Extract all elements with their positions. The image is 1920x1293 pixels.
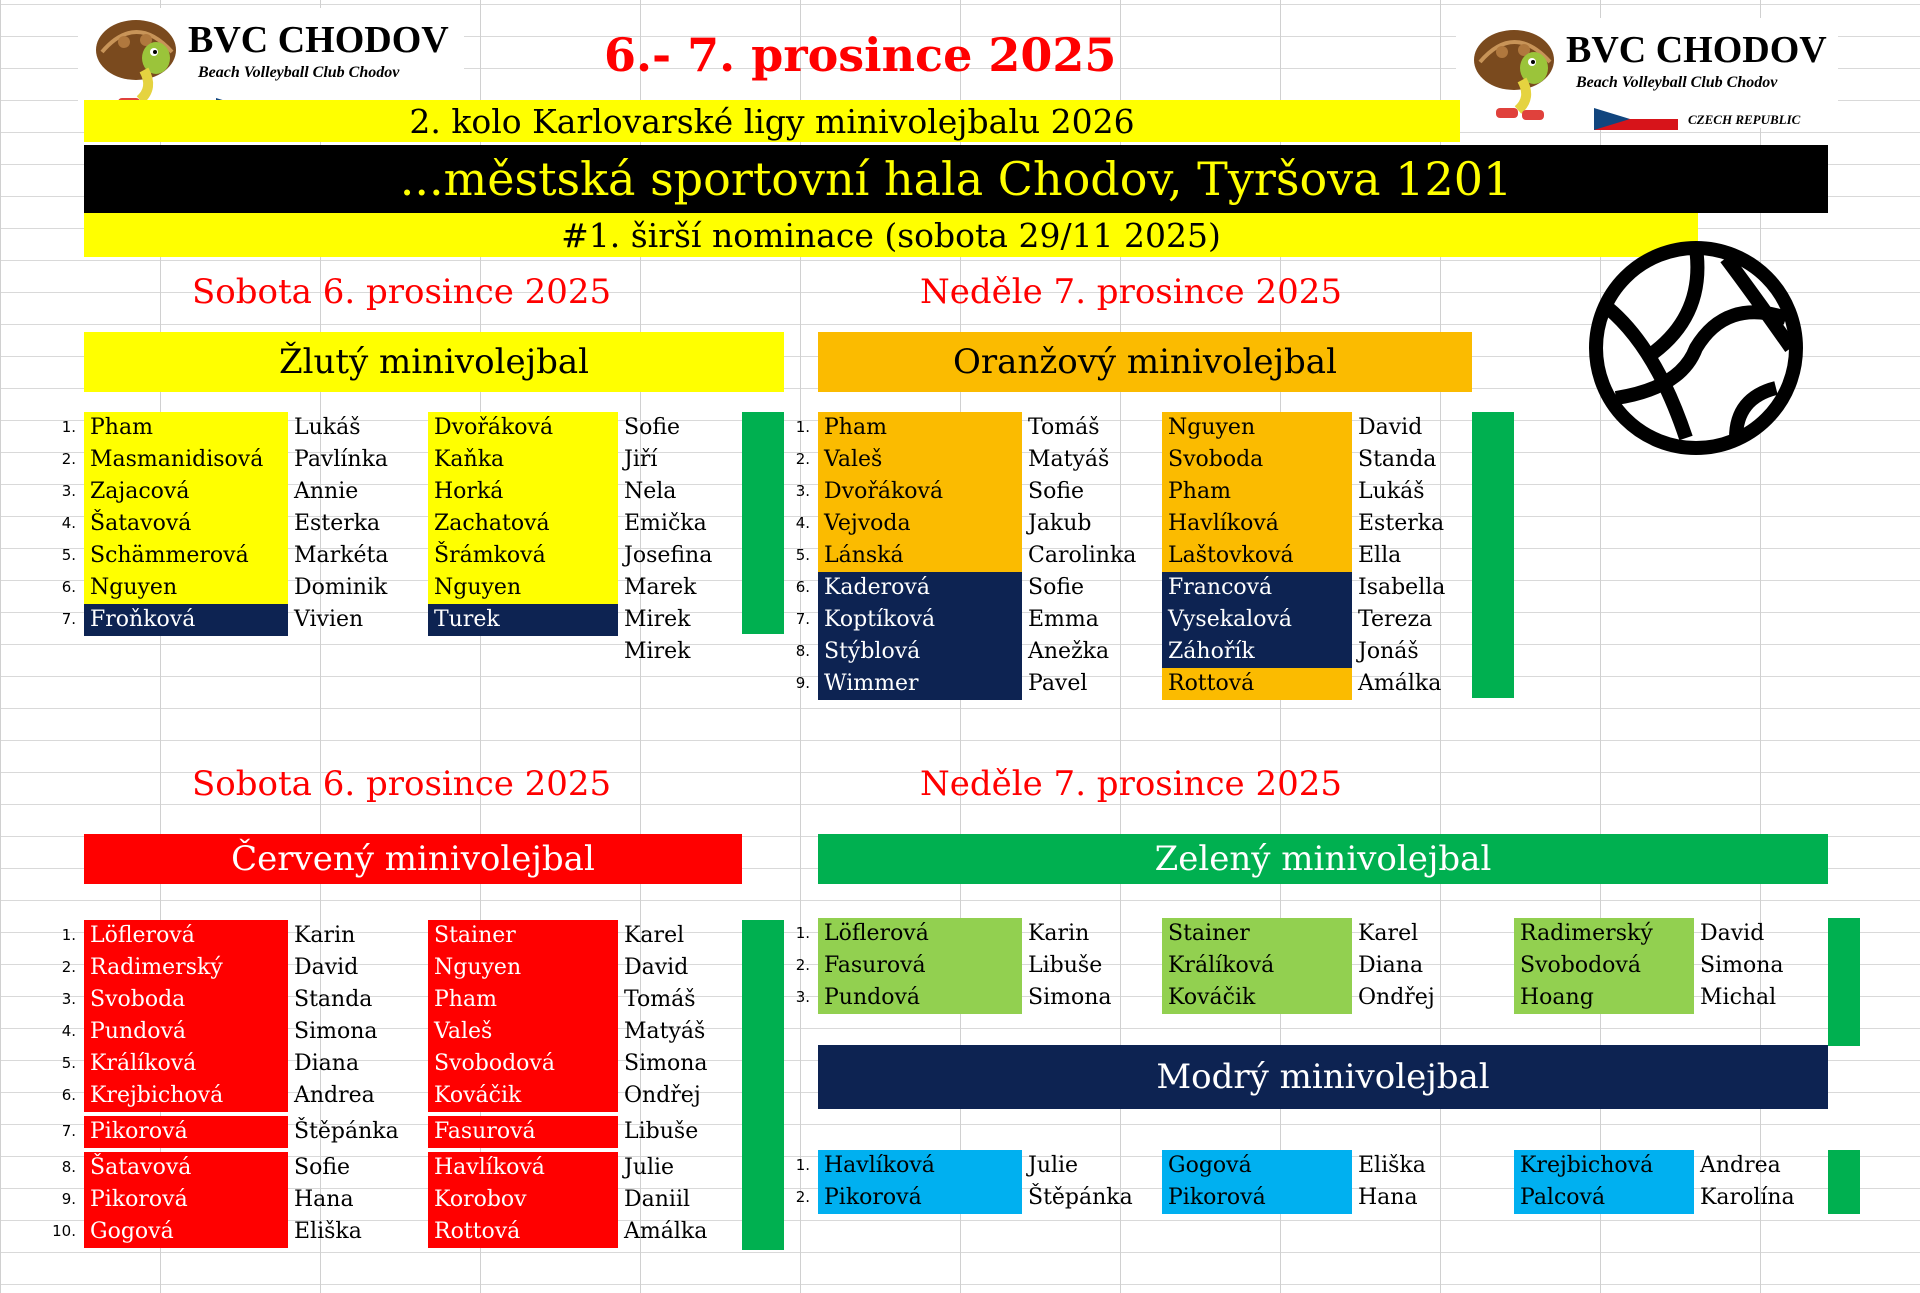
player-firstname: Simona <box>1700 953 1784 978</box>
player-surname: Hoang <box>1514 982 1694 1014</box>
player-firstname: Ondřej <box>1358 985 1435 1010</box>
player-surname: Kaňka <box>428 444 618 476</box>
player-firstname: Markéta <box>294 543 389 568</box>
player-firstname: Diana <box>1358 953 1424 978</box>
player-surname: Šatavová <box>84 508 288 540</box>
row-number: 5. <box>61 546 76 564</box>
player-firstname: Tereza <box>1358 607 1433 632</box>
player-firstname: Simona <box>294 1019 378 1044</box>
row-number: 8. <box>795 642 810 660</box>
sunday-header: Neděle 7. prosince 2025 <box>920 764 1343 804</box>
player-surname: Dvořáková <box>428 412 618 444</box>
row-number: 8. <box>61 1158 76 1176</box>
player-firstname: Lukáš <box>294 415 361 440</box>
player-surname: Palcová <box>1514 1182 1694 1214</box>
player-surname: Lánská <box>818 540 1022 572</box>
player-surname: Rottová <box>1162 668 1352 700</box>
player-surname: Laštovková <box>1162 540 1352 572</box>
player-surname: Svobodová <box>428 1048 618 1080</box>
player-firstname: Amálka <box>624 1219 708 1244</box>
player-firstname: Karin <box>294 923 356 948</box>
club-subtitle: Beach Volleyball Club Chodov <box>198 64 400 81</box>
player-surname: Löflerová <box>818 918 1022 950</box>
player-firstname: Karel <box>624 923 685 948</box>
player-surname: Krejbichová <box>1514 1150 1694 1182</box>
player-surname: Froňková <box>84 604 288 636</box>
player-firstname: Carolinka <box>1028 543 1137 568</box>
player-surname: Nguyen <box>428 952 618 984</box>
row-number: 4. <box>795 514 810 532</box>
player-surname: Korobov <box>428 1184 618 1216</box>
player-firstname: Anežka <box>1028 639 1110 664</box>
player-firstname: Nela <box>624 479 677 504</box>
player-firstname: Diana <box>294 1051 360 1076</box>
player-firstname: Tomáš <box>624 987 696 1012</box>
player-firstname: Annie <box>294 479 359 504</box>
player-firstname: Emička <box>624 511 707 536</box>
player-surname: Zachatová <box>428 508 618 540</box>
player-surname: Pikorová <box>84 1116 288 1148</box>
player-surname: Stýblová <box>818 636 1022 668</box>
row-number: 1. <box>61 418 76 436</box>
player-firstname: Vivien <box>294 607 364 632</box>
row-number: 6. <box>61 1086 76 1104</box>
row-number: 2. <box>61 958 76 976</box>
player-surname: Stainer <box>428 920 618 952</box>
player-firstname: Josefina <box>624 543 713 568</box>
player-surname: Zajacová <box>84 476 288 508</box>
player-firstname: David <box>294 955 359 980</box>
row-number: 6. <box>61 578 76 596</box>
row-number: 5. <box>795 546 810 564</box>
player-surname: Krejbichová <box>84 1080 288 1112</box>
player-surname <box>428 636 618 668</box>
player-firstname: Tomáš <box>1028 415 1100 440</box>
player-firstname: Pavel <box>1028 671 1088 696</box>
player-surname: Záhořík <box>1162 636 1352 668</box>
event-dates: 6.- 7. prosince 2025 <box>604 28 1117 82</box>
player-firstname: Mirek <box>624 639 691 664</box>
player-firstname: Hana <box>1358 1185 1418 1210</box>
player-surname: Nguyen <box>1162 412 1352 444</box>
player-surname: Šrámková <box>428 540 618 572</box>
player-firstname: Štěpánka <box>1028 1185 1133 1210</box>
saturday-header: Sobota 6. prosince 2025 <box>192 764 612 804</box>
player-firstname: Mirek <box>624 607 691 632</box>
player-firstname: Eliška <box>1358 1153 1426 1178</box>
player-surname: Valeš <box>818 444 1022 476</box>
player-firstname: Jakub <box>1028 511 1092 536</box>
player-surname: Francová <box>1162 572 1352 604</box>
volleyball-icon <box>1586 238 1806 458</box>
club-name: BVC CHODOV <box>188 19 449 61</box>
player-firstname: Andrea <box>1700 1153 1781 1178</box>
player-firstname: Libuše <box>624 1119 699 1144</box>
player-surname: Masmanidisová <box>84 444 288 476</box>
row-number: 2. <box>61 450 76 468</box>
player-surname: Pham <box>428 984 618 1016</box>
row-number: 2. <box>795 956 810 974</box>
player-surname: Svoboda <box>84 984 288 1016</box>
player-firstname: Lukáš <box>1358 479 1425 504</box>
player-surname: Stainer <box>1162 918 1352 950</box>
player-surname: Vysekalová <box>1162 604 1352 636</box>
player-surname: Pham <box>818 412 1022 444</box>
player-firstname: Simona <box>1028 985 1112 1010</box>
red-group-title: Červený minivolejbal <box>84 834 742 884</box>
blue-group-title: Modrý minivolejbal <box>818 1045 1828 1109</box>
player-surname: Valeš <box>428 1016 618 1048</box>
row-number: 3. <box>795 988 810 1006</box>
player-firstname: David <box>624 955 689 980</box>
player-firstname: Ella <box>1358 543 1402 568</box>
player-surname: Kováčik <box>428 1080 618 1112</box>
row-number: 1. <box>795 418 810 436</box>
player-firstname: Julie <box>1028 1153 1079 1178</box>
player-surname: Pikorová <box>818 1182 1022 1214</box>
venue-banner: ...městská sportovní hala Chodov, Tyršova 1201 <box>84 145 1828 213</box>
player-firstname: Jonáš <box>1358 639 1419 664</box>
player-firstname: Julie <box>624 1155 675 1180</box>
player-surname: Pundová <box>818 982 1022 1014</box>
player-firstname: Štěpánka <box>294 1119 399 1144</box>
player-surname: Pham <box>84 412 288 444</box>
row-number: 3. <box>61 990 76 1008</box>
country-label: CZECH REPUBLIC <box>1688 112 1801 127</box>
row-number: 2. <box>795 1188 810 1206</box>
row-number: 1. <box>61 926 76 944</box>
row-number: 1. <box>795 924 810 942</box>
row-number: 7. <box>61 610 76 628</box>
player-firstname: Karin <box>1028 921 1090 946</box>
club-subtitle: Beach Volleyball Club Chodov <box>1576 74 1778 91</box>
player-surname: Turek <box>428 604 618 636</box>
orange-group-title: Oranžový minivolejbal <box>818 332 1472 392</box>
row-number: 9. <box>795 674 810 692</box>
player-surname: Nguyen <box>428 572 618 604</box>
nomination-banner: #1. širší nominace (sobota 29/11 2025) <box>84 213 1698 257</box>
row-number: 4. <box>61 514 76 532</box>
turtle-mascot-icon <box>1462 22 1572 132</box>
player-surname: Radimerský <box>1514 918 1694 950</box>
player-firstname: Sofie <box>624 415 681 440</box>
player-firstname: Amálka <box>1358 671 1442 696</box>
player-firstname: Sofie <box>1028 479 1085 504</box>
player-surname: Radimerský <box>84 952 288 984</box>
saturday-header: Sobota 6. prosince 2025 <box>192 272 612 312</box>
player-firstname: Eliška <box>294 1219 362 1244</box>
group-strip <box>1828 1150 1860 1214</box>
player-surname: Králíková <box>1162 950 1352 982</box>
player-firstname: Matyáš <box>624 1019 706 1044</box>
player-firstname: Andrea <box>294 1083 375 1108</box>
row-number: 1. <box>795 1156 810 1174</box>
row-number: 5. <box>61 1054 76 1072</box>
czech-flag-icon <box>1594 108 1678 130</box>
player-surname: Rottová <box>428 1216 618 1248</box>
player-surname: Pham <box>1162 476 1352 508</box>
player-surname: Kaderová <box>818 572 1022 604</box>
player-firstname: Dominik <box>294 575 388 600</box>
player-surname: Havlíková <box>428 1152 618 1184</box>
club-name: BVC CHODOV <box>1566 29 1827 71</box>
player-surname: Gogová <box>1162 1150 1352 1182</box>
player-surname: Kováčik <box>1162 982 1352 1014</box>
player-surname: Havlíková <box>1162 508 1352 540</box>
row-number: 2. <box>795 450 810 468</box>
round-banner: 2. kolo Karlovarské ligy minivolejbalu 2026 <box>84 100 1460 142</box>
player-firstname: Michal <box>1700 985 1777 1010</box>
row-number: 10. <box>52 1222 76 1240</box>
player-surname: Šatavová <box>84 1152 288 1184</box>
player-firstname: Emma <box>1028 607 1099 632</box>
player-firstname: Esterka <box>294 511 381 536</box>
player-surname: Králíková <box>84 1048 288 1080</box>
row-number: 3. <box>795 482 810 500</box>
player-surname: Nguyen <box>84 572 288 604</box>
club-logo-right <box>1456 18 1838 128</box>
player-firstname: Ondřej <box>624 1083 701 1108</box>
player-firstname: Standa <box>294 987 373 1012</box>
player-surname: Pikorová <box>84 1184 288 1216</box>
player-firstname: Daniil <box>624 1187 691 1212</box>
player-surname: Vejvoda <box>818 508 1022 540</box>
player-surname: Koptíková <box>818 604 1022 636</box>
player-surname: Svobodová <box>1514 950 1694 982</box>
group-strip <box>1828 918 1860 1046</box>
player-firstname: Hana <box>294 1187 354 1212</box>
player-firstname: Jiří <box>624 447 658 472</box>
player-surname: Schämmerová <box>84 540 288 572</box>
player-firstname: Sofie <box>294 1155 351 1180</box>
player-surname: Fasurová <box>818 950 1022 982</box>
player-firstname: Libuše <box>1028 953 1103 978</box>
row-number: 4. <box>61 1022 76 1040</box>
player-firstname: Standa <box>1358 447 1437 472</box>
green-group-title: Zelený minivolejbal <box>818 834 1828 884</box>
player-surname: Wimmer <box>818 668 1022 700</box>
player-surname: Gogová <box>84 1216 288 1248</box>
player-surname: Fasurová <box>428 1116 618 1148</box>
sunday-header: Neděle 7. prosince 2025 <box>920 272 1343 312</box>
player-surname: Dvořáková <box>818 476 1022 508</box>
row-number: 3. <box>61 482 76 500</box>
player-firstname: Sofie <box>1028 575 1085 600</box>
player-surname: Löflerová <box>84 920 288 952</box>
player-surname: Havlíková <box>818 1150 1022 1182</box>
row-number: 7. <box>795 610 810 628</box>
player-firstname: Matyáš <box>1028 447 1110 472</box>
row-number: 7. <box>61 1122 76 1140</box>
row-number: 9. <box>61 1190 76 1208</box>
player-surname: Svoboda <box>1162 444 1352 476</box>
player-firstname: Isabella <box>1358 575 1446 600</box>
player-firstname: David <box>1700 921 1765 946</box>
player-surname: Pikorová <box>1162 1182 1352 1214</box>
player-firstname: Esterka <box>1358 511 1445 536</box>
player-firstname: David <box>1358 415 1423 440</box>
yellow-group-title: Žlutý minivolejbal <box>84 332 784 392</box>
player-firstname: Karel <box>1358 921 1419 946</box>
row-number: 6. <box>795 578 810 596</box>
player-surname: Pundová <box>84 1016 288 1048</box>
player-firstname: Marek <box>624 575 697 600</box>
player-firstname: Simona <box>624 1051 708 1076</box>
player-firstname: Karolína <box>1700 1185 1795 1210</box>
player-surname: Horká <box>428 476 618 508</box>
player-firstname: Pavlínka <box>294 447 389 472</box>
